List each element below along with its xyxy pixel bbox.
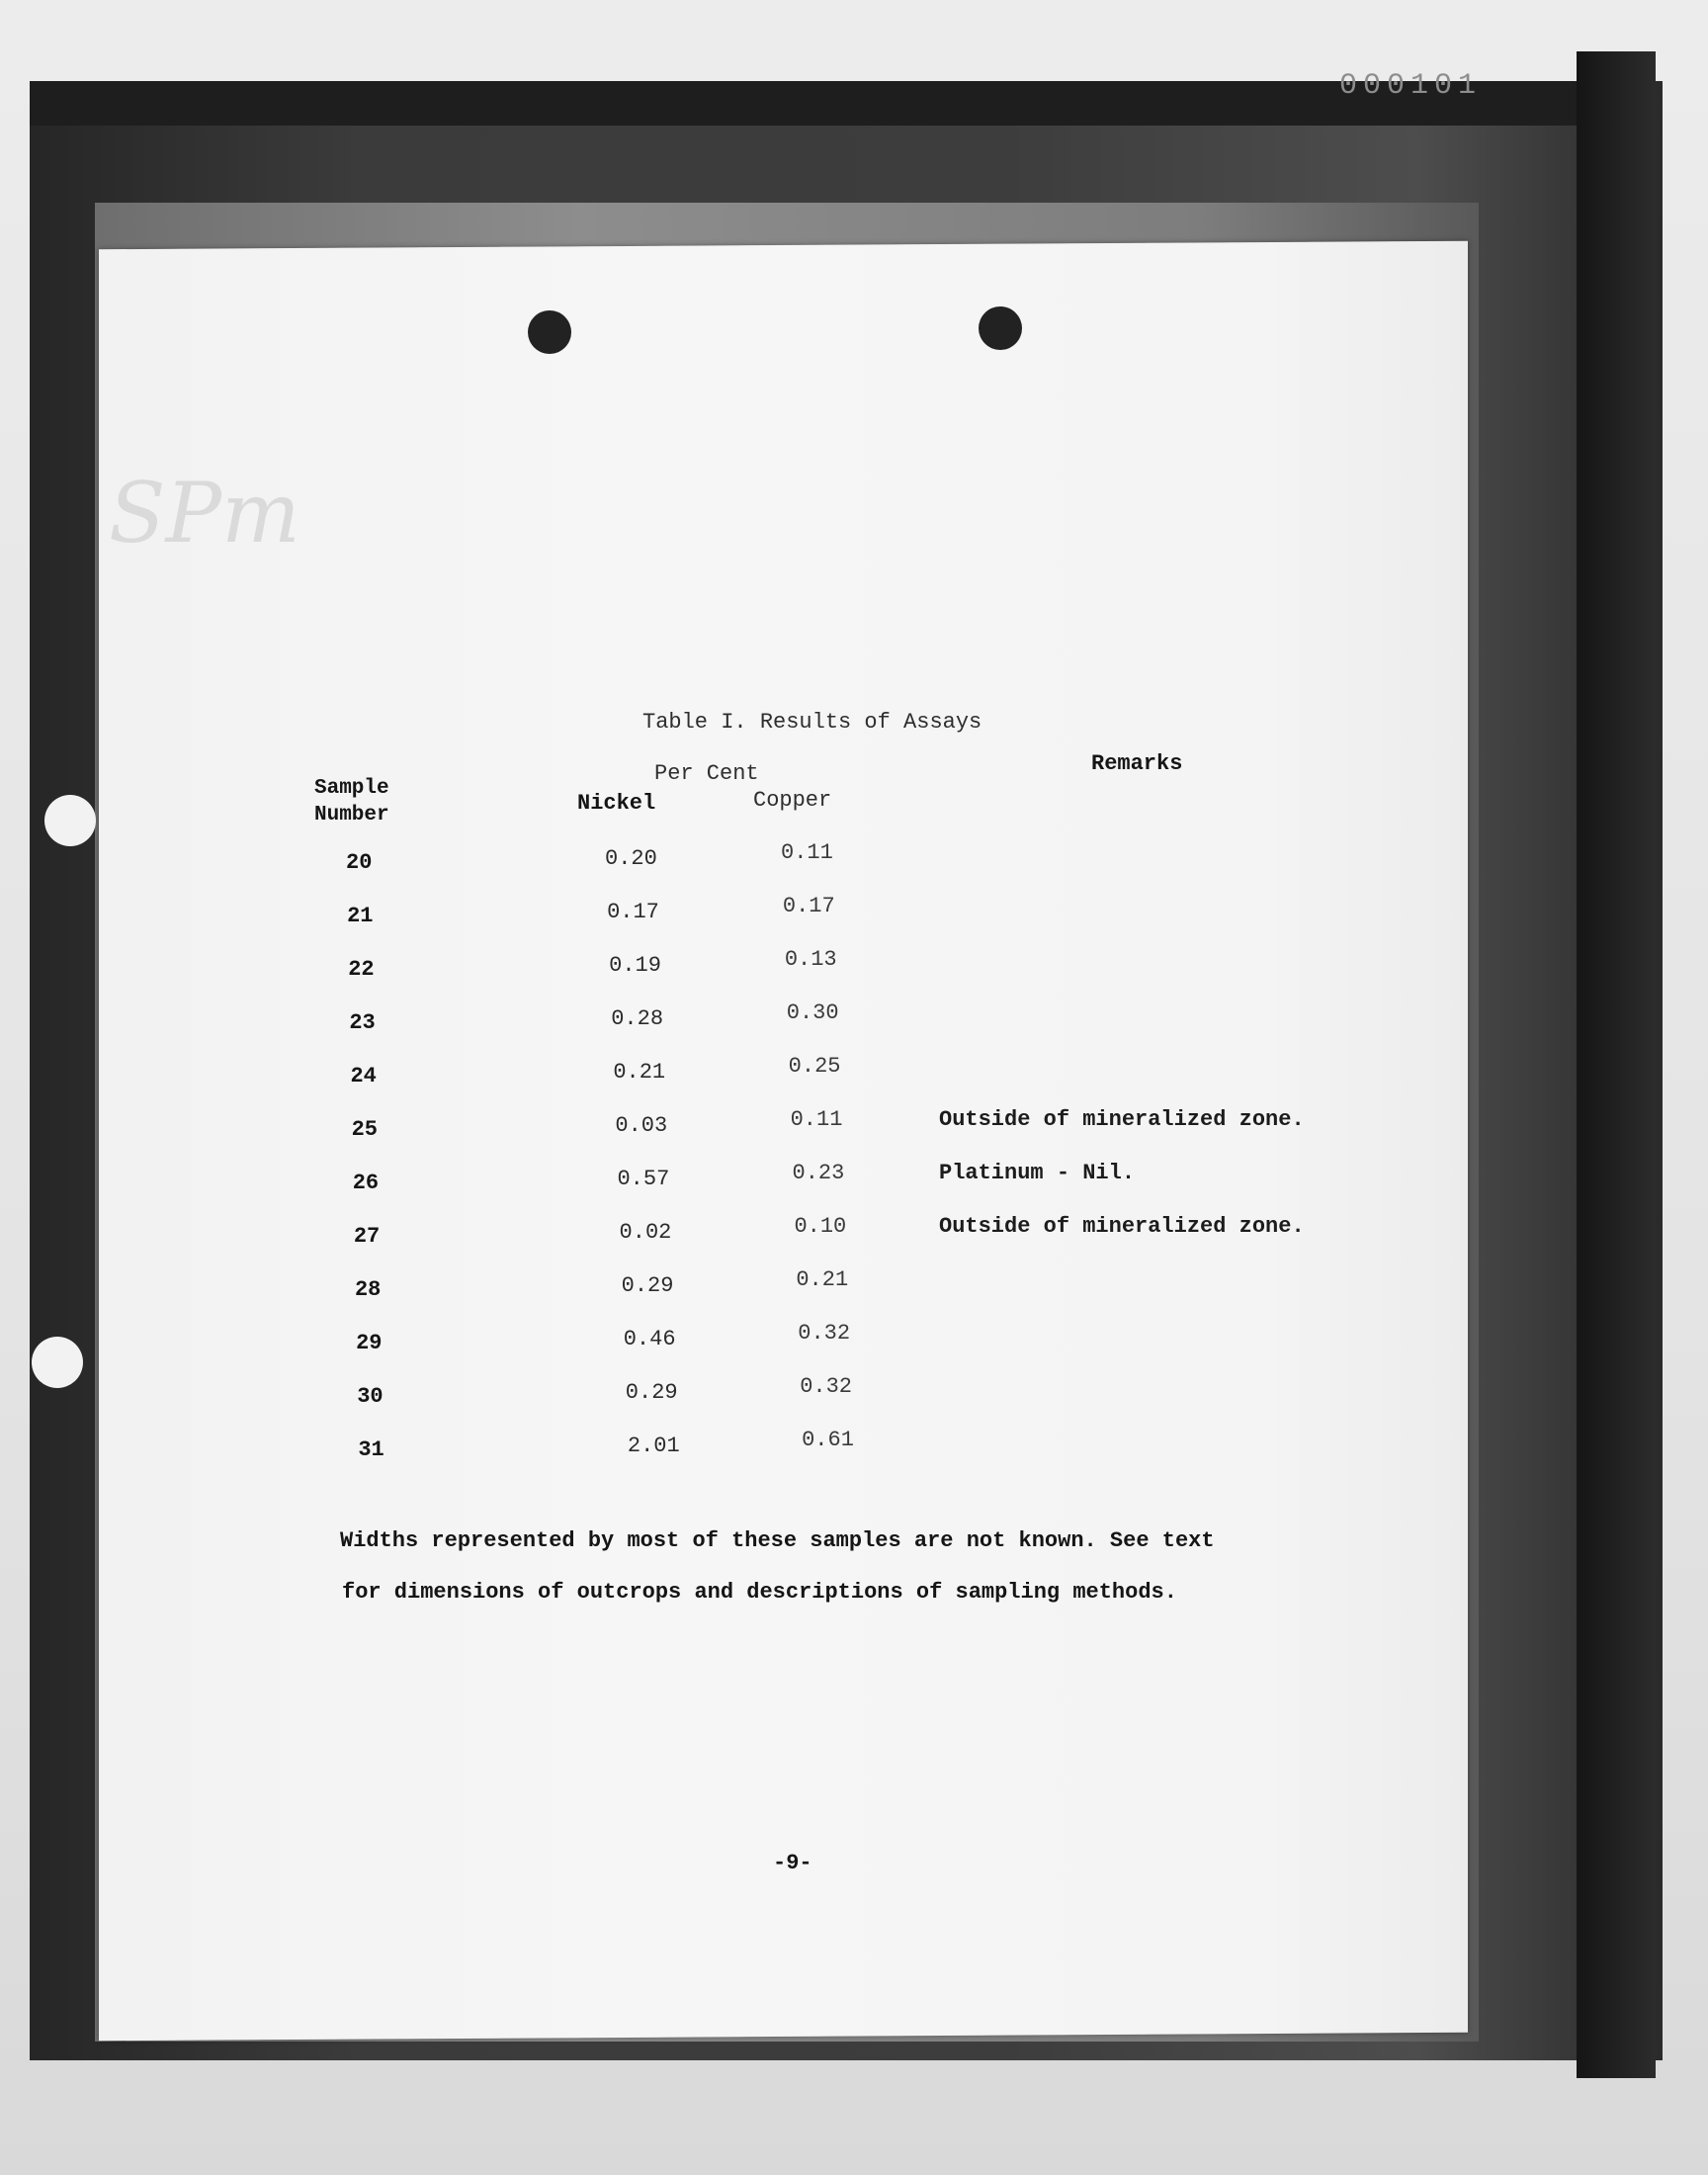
per-cent-header: Per Cent: [654, 761, 759, 786]
sample-number-cell: 20: [346, 850, 373, 875]
sample-number-cell: 26: [352, 1171, 380, 1195]
binder-hole: [32, 1337, 83, 1388]
remark-cell: Outside of mineralized zone.: [939, 1214, 1305, 1239]
nickel-cell: 0.29: [625, 1380, 678, 1405]
nickel-cell: 0.20: [605, 846, 657, 871]
copper-header: Copper: [753, 788, 832, 813]
copper-cell: 0.11: [781, 840, 833, 865]
sample-number-cell: 23: [349, 1010, 376, 1035]
sample-number-cell: 22: [348, 957, 375, 982]
punch-hole: [979, 306, 1022, 350]
copper-cell: 0.32: [798, 1321, 851, 1346]
remark-cell: Outside of mineralized zone.: [939, 1107, 1305, 1132]
sample-number-cell: 21: [347, 904, 374, 928]
nickel-cell: 0.19: [609, 953, 661, 978]
table-title: Table I. Results of Assays: [642, 710, 982, 735]
nickel-cell: 0.03: [615, 1113, 668, 1138]
nickel-cell: 0.46: [623, 1327, 676, 1351]
sample-number-cell: 24: [350, 1064, 377, 1088]
nickel-cell: 0.29: [621, 1273, 674, 1298]
copper-cell: 0.17: [782, 894, 835, 918]
sample-header-line1: Sample: [314, 777, 389, 800]
sample-number-header: [314, 775, 389, 828]
scan-right-edge: [1577, 51, 1656, 2078]
sample-number-cell: 27: [353, 1224, 381, 1249]
copper-cell: 0.10: [794, 1214, 847, 1239]
sample-header-line2: Number: [314, 804, 389, 826]
copper-cell: 0.32: [800, 1374, 852, 1399]
sample-number-cell: 29: [356, 1331, 383, 1355]
sample-number-cell: 25: [351, 1117, 378, 1142]
document-page: [99, 241, 1468, 2041]
faint-stamp: SPm: [109, 465, 300, 562]
copper-cell: 0.21: [796, 1267, 849, 1292]
footnote-line-1: Widths represented by most of these samples are not known. See text: [340, 1528, 1215, 1553]
punch-hole: [528, 310, 571, 354]
sample-number-cell: 28: [354, 1277, 382, 1302]
binder-hole: [44, 795, 96, 846]
copper-cell: 0.11: [790, 1107, 843, 1132]
nickel-cell: 0.57: [617, 1167, 670, 1191]
sample-number-cell: 31: [358, 1437, 384, 1462]
nickel-cell: 2.01: [627, 1434, 680, 1458]
remarks-header: Remarks: [1091, 751, 1183, 776]
copper-cell: 0.23: [792, 1161, 845, 1185]
page-number: -9-: [773, 1851, 812, 1875]
copper-cell: 0.30: [786, 1000, 839, 1025]
nickel-cell: 0.17: [607, 900, 659, 924]
copper-cell: 0.13: [784, 947, 837, 972]
copper-cell: 0.61: [802, 1428, 854, 1452]
corner-digits: 000101: [1339, 69, 1483, 103]
nickel-cell: 0.21: [613, 1060, 666, 1085]
nickel-header: Nickel: [577, 791, 656, 816]
nickel-cell: 0.28: [611, 1006, 664, 1031]
remark-cell: Platinum - Nil.: [939, 1161, 1136, 1185]
sample-number-cell: 30: [357, 1384, 384, 1409]
footnote-line-2: for dimensions of outcrops and descriptions of sampling methods.: [342, 1580, 1177, 1605]
nickel-cell: 0.02: [619, 1220, 672, 1245]
copper-cell: 0.25: [788, 1054, 841, 1079]
